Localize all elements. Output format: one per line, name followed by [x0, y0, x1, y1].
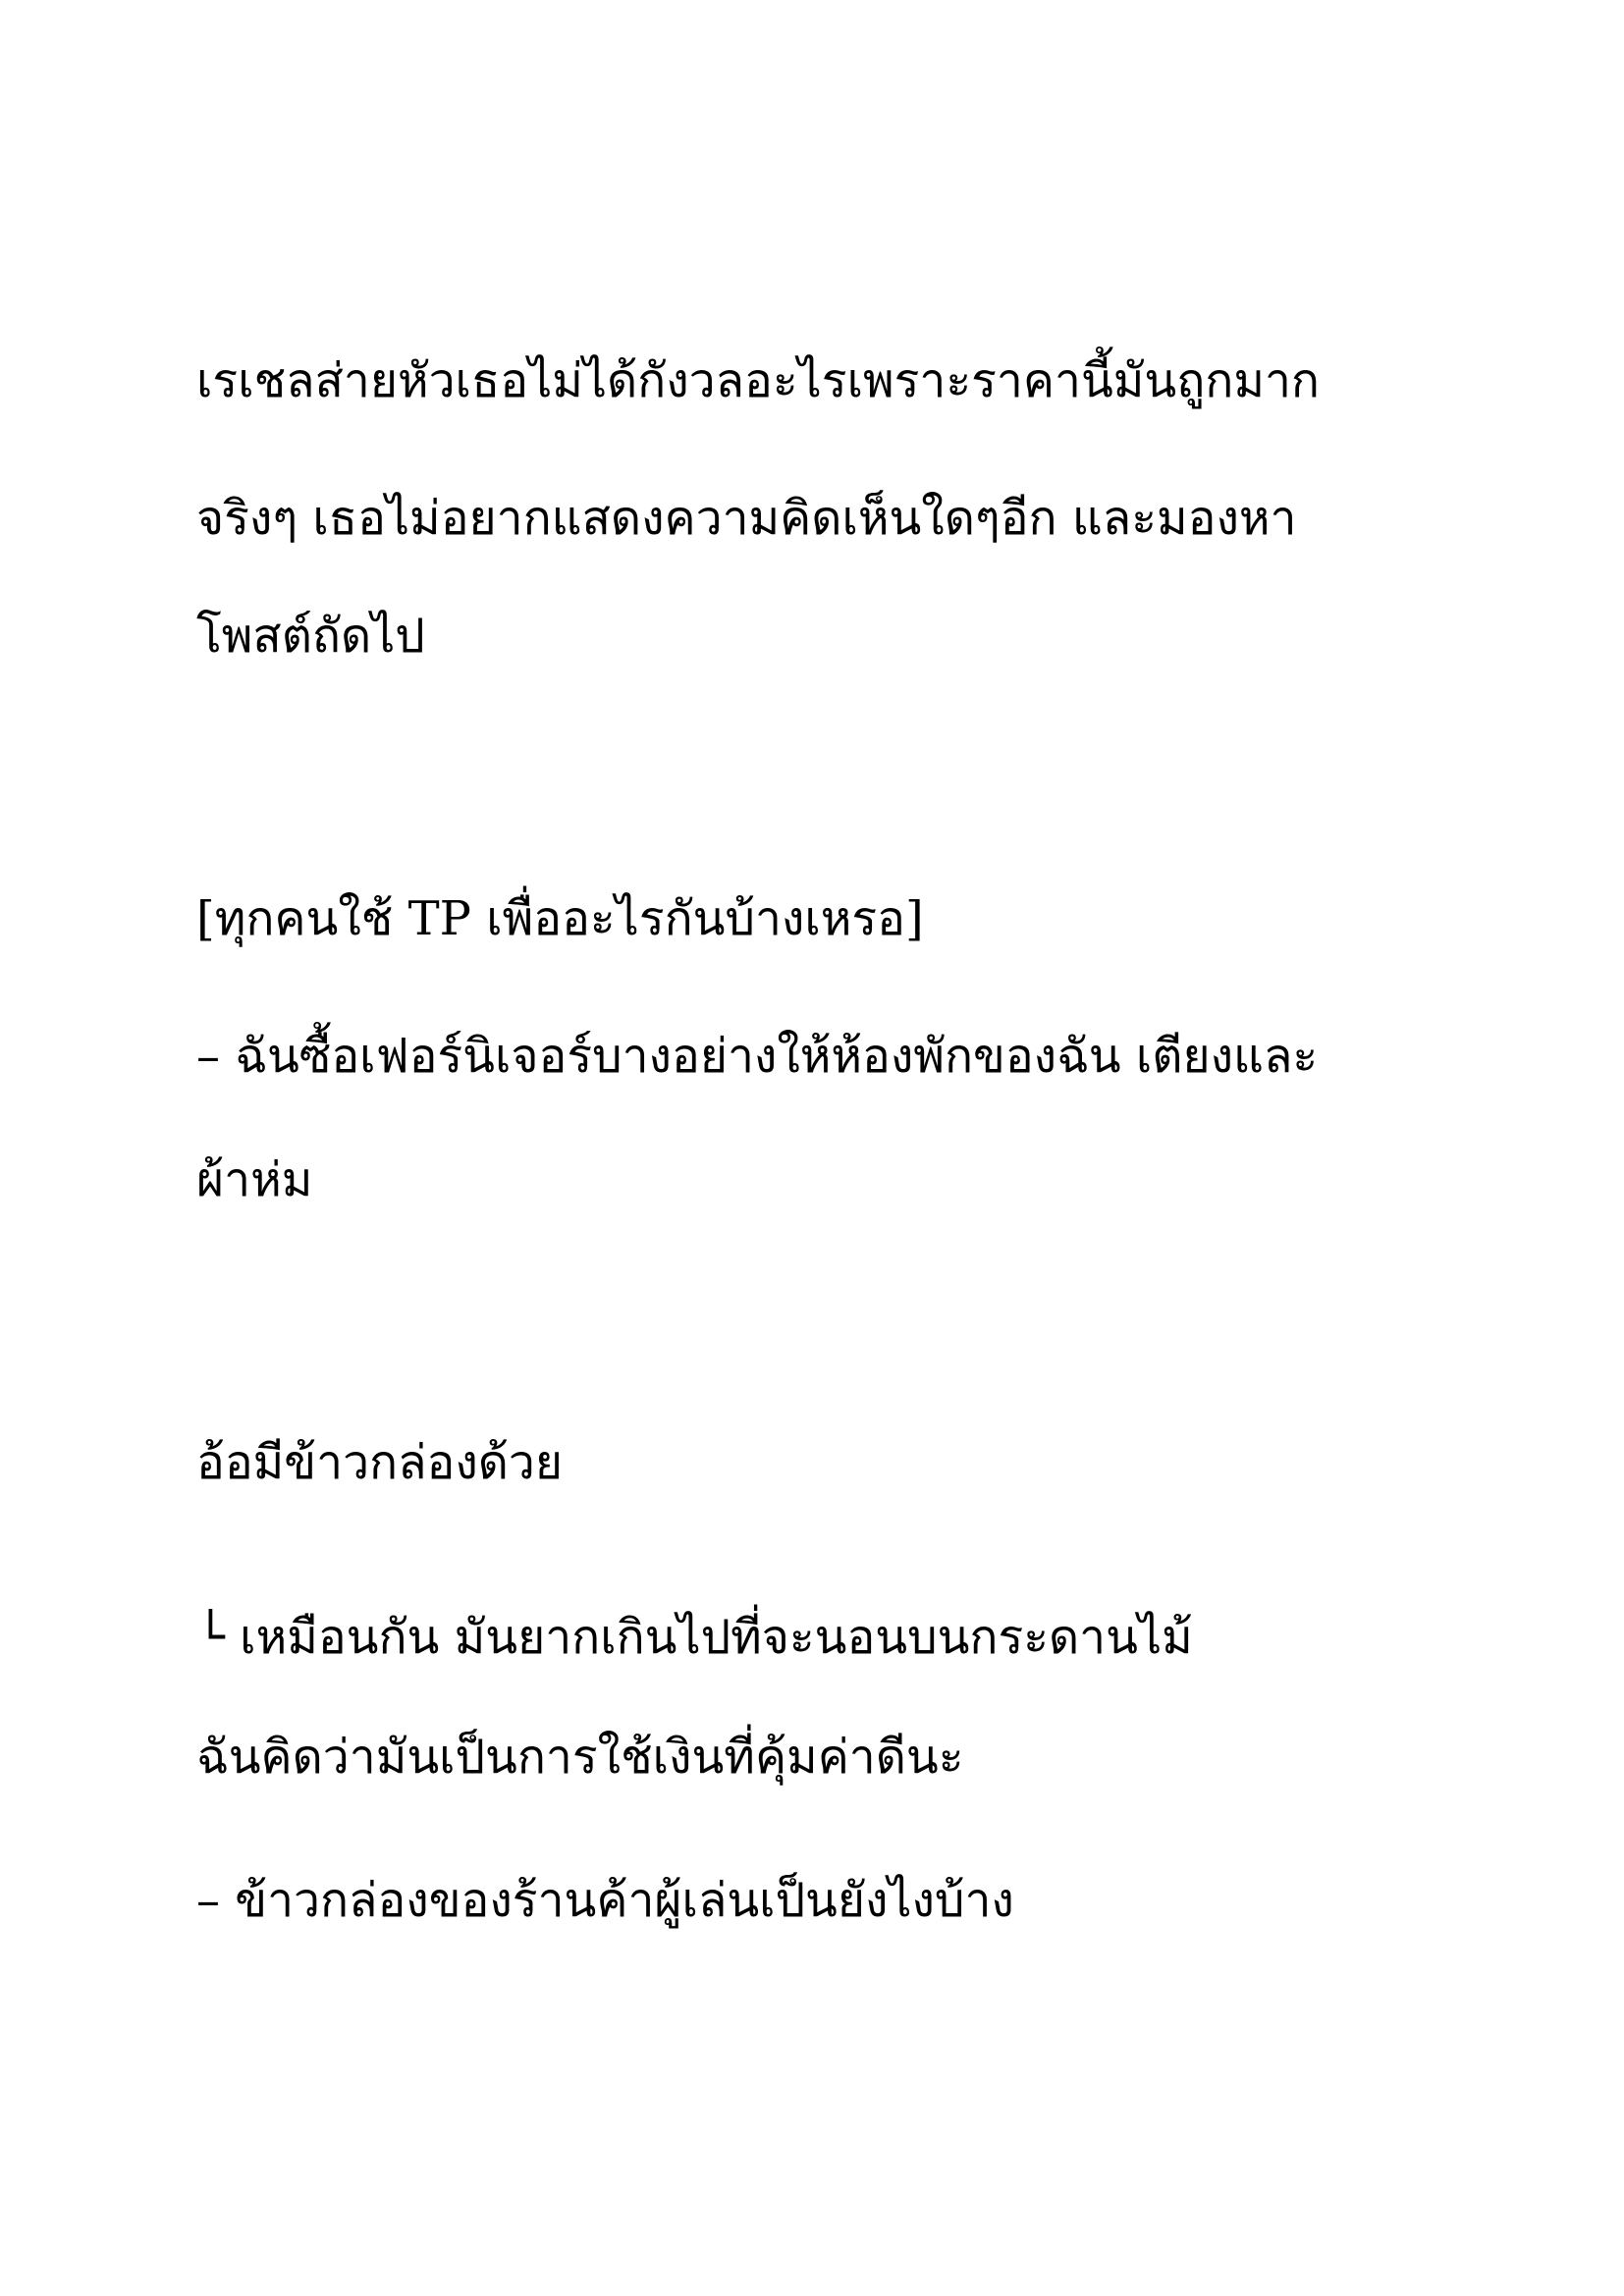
comment-line: ผ้าห่ม [196, 1152, 313, 1207]
paragraph-line: โพสต์ถัดไป [196, 609, 425, 664]
post-title: [ทุกคนใช้ TP เพื่ออะไรกันบ้างเหรอ] [196, 891, 924, 946]
comment-line: – ฉันซื้อเฟอร์นิเจอร์บางอย่างให้ห้องพักของฉัน เตียงและ [196, 1029, 1319, 1084]
reply-line: └ เหมือนกัน มันยากเกินไปที่จะนอนบนกระดานไม้ [196, 1610, 1193, 1665]
comment-line: อ้อมีข้าวกล่องด้วย [196, 1435, 564, 1490]
paragraph-line: เรเชลส่ายหัวเธอไม่ได้กังวลอะไรเพราะราคานี้มันถูกมาก [196, 353, 1320, 408]
reply-line: ฉันคิดว่ามันเป็นการใช้เงินที่คุ้มค่าดีนะ [196, 1730, 964, 1785]
paragraph-line: จริงๆ เธอไม่อยากแสดงความคิดเห็นใดๆอีก และมองหา [196, 491, 1297, 546]
comment-line: – ข้าวกล่องของร้านค้าผู้เล่นเป็นยังไงบ้าง [196, 1873, 1014, 1928]
